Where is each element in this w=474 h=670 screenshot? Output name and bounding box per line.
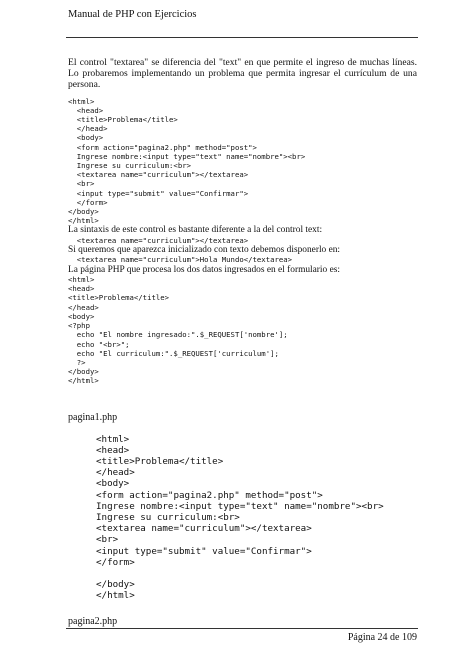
page-content: [68, 57, 417, 628]
php-text: La página PHP que procesa los dos datos ingresados en el formulario es:: [68, 264, 340, 275]
intro-paragraph: El control "textarea" se diferencia del "text" en que permite el ingreso de muchas líneas. Lo probaremos implementando un problema que permita ingresar el currículum de una persona.: [68, 57, 417, 91]
html-form-code: <html> <head> <title>Problema</title> </head> <body> <form action="pagina2.php" method="post"> Ingrese nombre:<input type="text" name="nombre"><br> Ingrese su curriculum:<br> <textarea name="curriculum"></textarea> <br> <input type="submit" value="Confirmar"> </form> </body> </html>: [68, 96, 306, 226]
footer-divider: [66, 628, 418, 629]
init-text: Si queremos que aparezca inicializado con texto debemos disponerlo en:: [68, 245, 341, 256]
file-name-pagina1: pagina1.php: [68, 411, 118, 423]
textarea-init-code: <textarea name="curriculum">Hola Mundo</textarea>: [68, 255, 293, 265]
header-divider: [66, 37, 418, 38]
pagina1-code: <html> <head> <title>Problema</title> </head> <body> <form action="pagina2.php" method="post"> Ingrese nombre:<input type="text" name="nombre"><br> Ingrese su curriculum:<br> <textarea name="curriculum"></textarea> <br> <input type="submit" value="Confirmar"> </form> </body> </html>: [96, 433, 384, 602]
page-number: Página 24 de 109: [347, 632, 417, 643]
php-processing-code: <html> <head> <title>Problema</title> </head> <body> <?php echo "El nombre ingresado:".$_REQUEST['nombre']; echo "<br>"; echo "El curriculum:".$_REQUEST['curriculum']; ?> </body> </html>: [68, 275, 288, 386]
syntax-text: La sintaxis de este control es bastante diferente a la del control text:: [68, 225, 323, 236]
file-name-pagina2: pagina2.php: [68, 615, 118, 627]
page-header-title: Manual de PHP con Ejercicios: [68, 9, 197, 20]
textarea-syntax-code: <textarea name="curriculum"></textarea>: [68, 235, 249, 245]
